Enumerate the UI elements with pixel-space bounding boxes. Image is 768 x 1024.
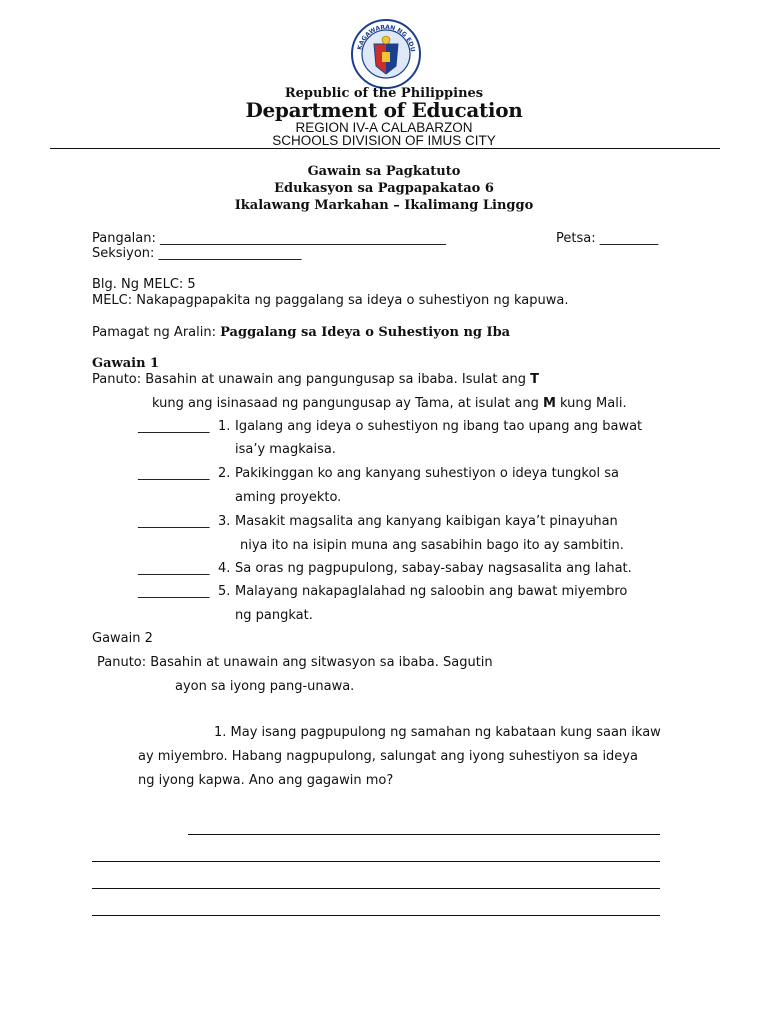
header-divider xyxy=(50,148,720,149)
item-number: 5. xyxy=(218,584,231,599)
item-text-line1: Masakit magsalita ang kanyang kaibigan kaya’t pinayuhan xyxy=(235,514,618,529)
item-number: 2. xyxy=(218,466,231,481)
lesson-title-label: Pamagat ng Aralin: xyxy=(92,325,216,340)
gawain1-heading: Gawain 1 xyxy=(92,356,160,371)
answer-blank[interactable]: ___________ xyxy=(138,584,210,599)
item-text-line1: Malayang nakapaglalahad ng saloobin ang bawat miyembro xyxy=(235,584,628,599)
name-field[interactable]: Pangalan: ____________________________________________ xyxy=(92,231,447,246)
situation-line2: ay miyembro. Habang nagpupulong, salungat ang iyong suhestiyon sa ideya xyxy=(138,749,638,764)
false-marker: M xyxy=(542,396,556,411)
worksheet-title: Gawain sa Pagkatuto xyxy=(307,164,461,179)
answer-blank[interactable]: ___________ xyxy=(138,466,210,481)
header-region: REGION IV-A CALABARZON xyxy=(295,120,473,135)
header-republic: Republic of the Philippines xyxy=(284,86,484,101)
item-text-line2: aming proyekto. xyxy=(235,490,342,505)
date-field[interactable]: Petsa: _________ xyxy=(556,231,659,246)
header-division: SCHOOLS DIVISION OF IMUS CITY xyxy=(272,133,496,148)
item-text-line2: ng pangkat. xyxy=(235,608,313,623)
item-text-line1: Igalang ang ideya o suhestiyon ng ibang tao upang ang bawat xyxy=(235,419,643,434)
answer-blank[interactable]: ___________ xyxy=(138,514,210,529)
svg-text:KAGAWARAN NG EDUKASYON: KAGAWARAN NG EDU xyxy=(356,23,416,53)
deped-seal-icon xyxy=(350,18,422,90)
answer-blank[interactable]: ___________ xyxy=(138,419,210,434)
melc-text: MELC: Nakapagpapakita ng paggalang sa ideya o suhestiyon ng kapuwa. xyxy=(92,293,569,308)
subject-title: Edukasyon sa Pagpapakatao 6 xyxy=(274,181,494,196)
true-marker: T xyxy=(530,372,540,387)
item-number: 3. xyxy=(218,514,231,529)
situation-line3: ng iyong kapwa. Ano ang gagawin mo? xyxy=(138,773,394,788)
item-text-line1: Pakikinggan ko ang kanyang suhestiyon o ideya tungkol sa xyxy=(235,466,619,481)
situation-line1: 1. May isang pagpupulong ng samahan ng kabataan kung saan ikaw xyxy=(214,725,661,740)
answer-line-2[interactable] xyxy=(92,861,660,862)
quarter-week-title: Ikalawang Markahan – Ikalimang Linggo xyxy=(234,198,534,213)
melc-number: Blg. Ng MELC: 5 xyxy=(92,277,196,292)
item-number: 1. xyxy=(218,419,231,434)
gawain2-heading: Gawain 2 xyxy=(92,631,153,646)
header-department: Department of Education xyxy=(245,98,523,122)
gawain2-instructions-line2: ayon sa iyong pang-unawa. xyxy=(175,679,355,694)
item-number: 4. xyxy=(218,561,231,576)
answer-line-4[interactable] xyxy=(92,915,660,916)
lesson-title-line xyxy=(92,325,510,340)
item-text-line2: niya ito na isipin muna ang sasabihin bago ito ay sambitin. xyxy=(240,538,624,553)
gawain1-instructions-line1: Panuto: Basahin at unawain ang pangungusap sa ibaba. Isulat ang T xyxy=(92,372,540,387)
answer-line-1[interactable] xyxy=(188,834,660,835)
gawain2-instructions-line1: Panuto: Basahin at unawain ang sitwasyon sa ibaba. Sagutin xyxy=(97,655,493,670)
answer-blank[interactable]: ___________ xyxy=(138,561,210,576)
answer-line-3[interactable] xyxy=(92,888,660,889)
section-field[interactable]: Seksiyon: ______________________ xyxy=(92,246,302,261)
item-text-line2: isa’y magkaisa. xyxy=(235,442,336,457)
gawain1-instructions-line2: kung ang isinasaad ng pangungusap ay Tama, at isulat ang M kung Mali. xyxy=(152,396,627,411)
lesson-title: Paggalang sa Ideya o Suhestiyon ng Iba xyxy=(220,325,511,340)
item-text-line1: Sa oras ng pagpupulong, sabay-sabay nagsasalita ang lahat. xyxy=(235,561,632,576)
